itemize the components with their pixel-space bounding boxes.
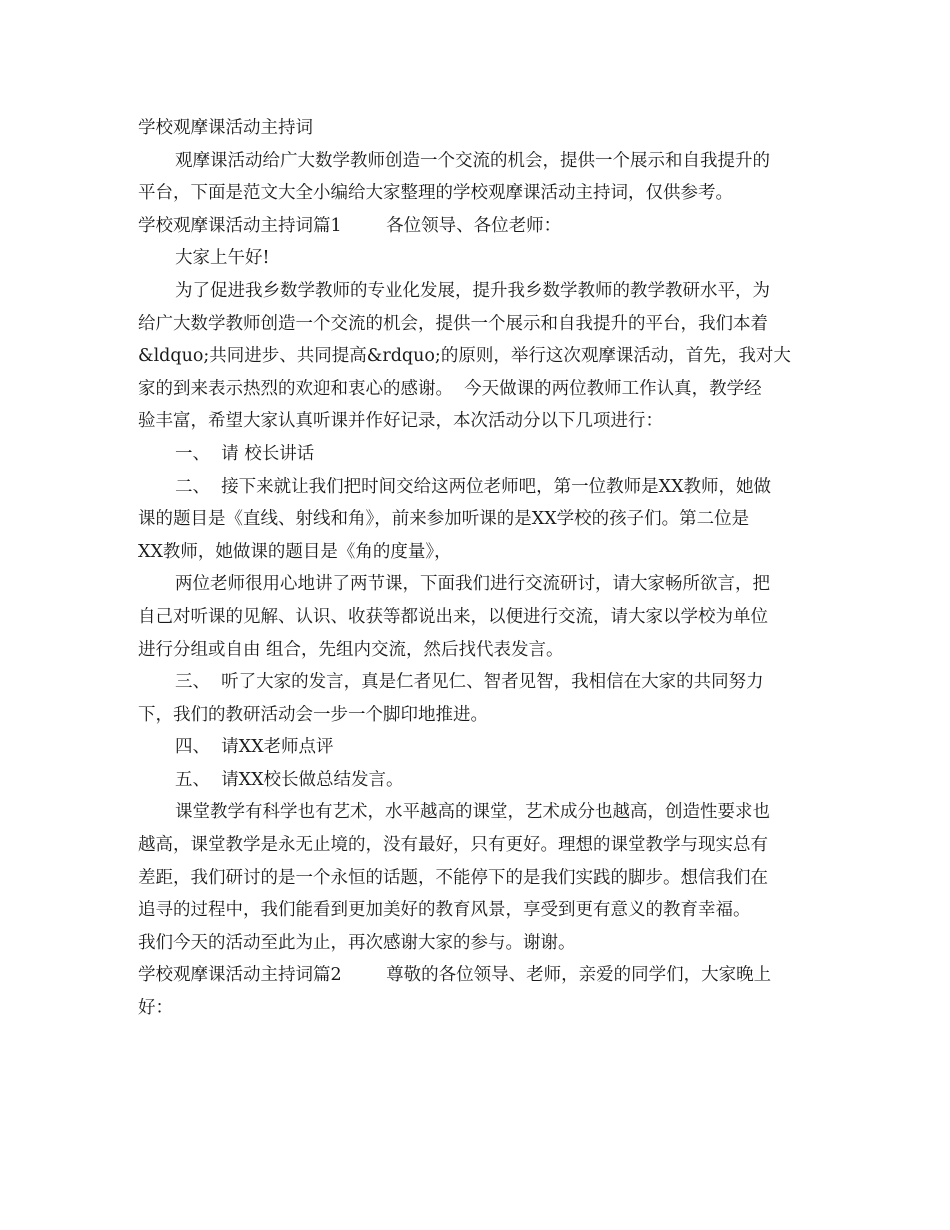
text-line: 学校观摩课活动主持词篇1 各位领导、各位老师：	[138, 215, 562, 236]
text-line: 二、 接下来就让我们把时间交给这两位老师吧，第一位教师是XX教师，她做	[175, 476, 772, 497]
text-line: 三、 听了大家的发言，真是仁者见仁、智者见智，我相信在大家的共同努力	[175, 672, 764, 693]
text-line: 给广大数学教师创造一个交流的机会，提供一个展示和自我提升的平台，我们本着	[138, 313, 768, 334]
text-line: 平台，下面是范文大全小编给大家整理的学校观摩课活动主持词，仅供参考。	[138, 183, 733, 204]
text-line: 好：	[138, 998, 173, 1019]
text-line: 四、 请XX老师点评	[175, 737, 334, 758]
text-line: 自己对听课的见解、认识、收获等都说出来，以便进行交流，请大家以学校为单位	[138, 606, 768, 627]
text-line: 课堂教学有科学也有艺术，水平越高的课堂，艺术成分也越高，创造性要求也	[175, 802, 770, 823]
text-line: &ldquo;共同进步、共同提高&rdquo;的原则，举行这次观摩课活动，首先，我对大	[138, 346, 791, 367]
text-line: 我们今天的活动至此为止，再次感谢大家的参与。谢谢。	[138, 932, 576, 953]
text-line: 五、 请XX校长做总结发言。	[175, 769, 404, 790]
text-line: 越高，课堂教学是永无止境的，没有最好，只有更好。理想的课堂教学与现实总有	[138, 835, 768, 856]
text-line: 下，我们的教研活动会一步一个脚印地推进。	[138, 704, 488, 725]
text-line: 为了促进我乡数学教师的专业化发展，提升我乡数学教师的教学教研水平，为	[175, 280, 770, 301]
text-line: 追寻的过程中，我们能看到更加美好的教育风景，享受到更有意义的教育幸福。	[138, 900, 751, 921]
document-body	[138, 112, 816, 1025]
text-line: 课的题目是《直线、射线和角》，前来参加听课的是XX学校的孩子们。第二位是	[138, 509, 750, 530]
text-line: 一、 请 校长讲话	[175, 443, 315, 464]
document-title: 学校观摩课活动主持词	[138, 118, 313, 138]
text-line: 大家上午好!	[175, 248, 270, 269]
text-line: 两位老师很用心地讲了两节课，下面我们进行交流研讨，请大家畅所欲言，把	[175, 574, 770, 595]
document-text	[138, 145, 816, 1025]
text-line: 观摩课活动给广大数学教师创造一个交流的机会，提供一个展示和自我提升的	[175, 150, 770, 171]
text-line: 学校观摩课活动主持词篇2 尊敬的各位领导、老师，亲爱的同学们，大家晚上	[138, 965, 772, 986]
text-line: 家的到来表示热烈的欢迎和衷心的感谢。 今天做课的两位教师工作认真，教学经	[138, 378, 762, 399]
text-line: 差距，我们研讨的是一个永恒的话题，不能停下的是我们实践的脚步。想信我们在	[138, 867, 768, 888]
text-line: 进行分组或自由 组合，先组内交流，然后找代表发言。	[138, 639, 564, 660]
text-line: 验丰富，希望大家认真听课并作好记录，本次活动分以下几项进行：	[138, 411, 663, 432]
text-line: XX教师，她做课的题目是《角的度量》，	[138, 541, 452, 562]
